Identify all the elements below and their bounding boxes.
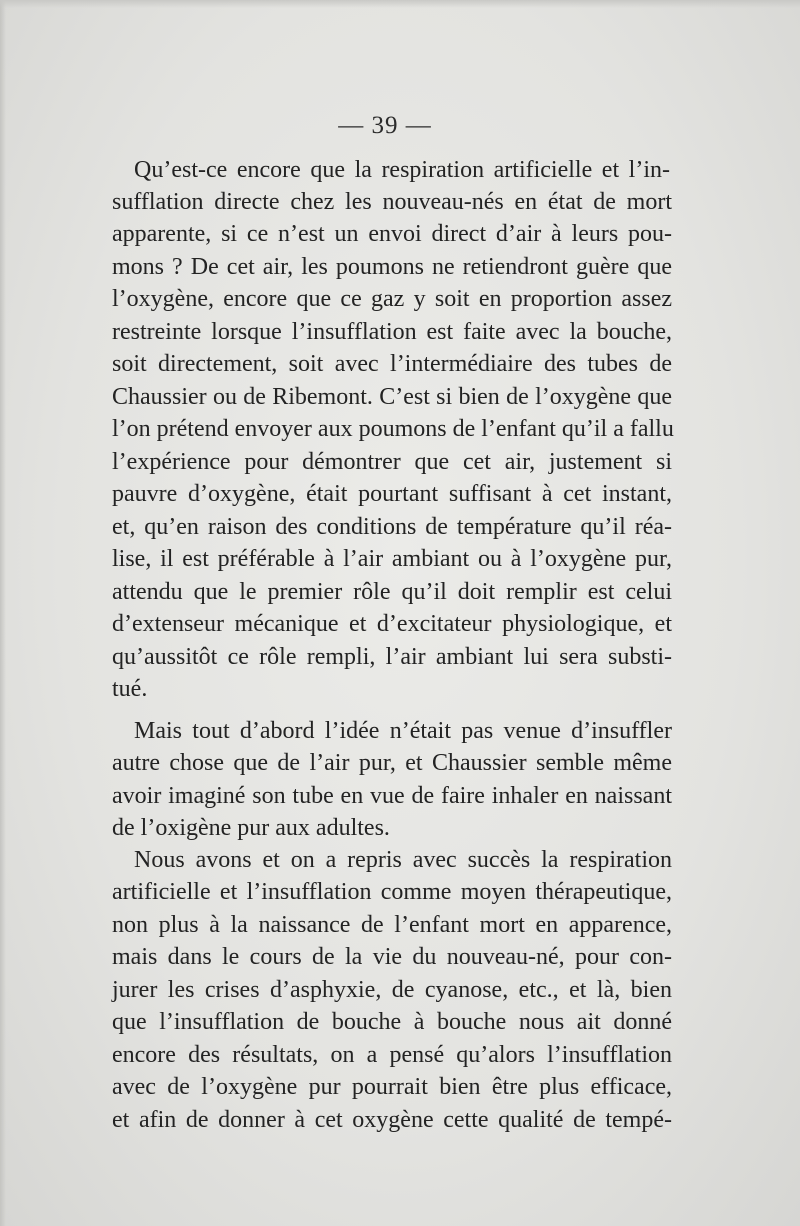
text-line-7: soit directement, soit avec l’intermédiaire des tubes de (112, 351, 672, 377)
text-line-23: artificielle et l’insufflation comme moyen thérapeutique, (112, 879, 672, 905)
text-line-4: mons ? De cet air, les poumons ne retiendront guère que (112, 254, 672, 280)
text-line-11: pauvre d’oxygène, était pourtant suffisant à cet instant, (112, 481, 672, 507)
text-line-14: attendu que le premier rôle qu’il doit remplir est celui (112, 579, 672, 605)
text-line-12: et, qu’en raison des conditions de température qu’il réa- (112, 514, 672, 540)
text-line-27: que l’insufflation de bouche à bouche nous ait donné (112, 1009, 672, 1035)
text-line-25: mais dans le cours de la vie du nouveau-né, pour con- (112, 944, 672, 970)
text-line-17: tué. (112, 676, 148, 702)
text-line-15: d’extenseur mécanique et d’excitateur physiologique, et (112, 611, 672, 637)
text-line-2: sufflation directe chez les nouveau-nés en état de mort (112, 189, 672, 215)
text-line-3: apparente, si ce n’est un envoi direct d’air à leurs pou- (112, 221, 672, 247)
text-line-1: Qu’est-ce encore que la respiration artificielle et l’in- (134, 157, 670, 183)
text-line-5: l’oxygène, encore que ce gaz y soit en proportion assez (112, 286, 672, 312)
text-line-9: l’on prétend envoyer aux poumons de l’enfant qu’il a fallu (112, 416, 674, 442)
text-line-16: qu’aussitôt ce rôle rempli, l’air ambiant lui sera substi- (112, 644, 672, 670)
text-line-20: avoir imaginé son tube en vue de faire inhaler en naissant (112, 783, 672, 809)
text-line-30: et afin de donner à cet oxygène cette qualité de tempé- (112, 1107, 672, 1133)
text-line-26: jurer les crises d’asphyxie, de cyanose, etc., et là, bien (112, 977, 672, 1003)
text-line-8: Chaussier ou de Ribemont. C’est si bien de l’oxygène que (112, 384, 672, 410)
page-edge-shadow-left (0, 0, 6, 1226)
text-line-13: lise, il est préférable à l’air ambiant ou à l’oxygène pur, (112, 546, 672, 572)
text-line-22: Nous avons et on a repris avec succès la respiration (134, 847, 672, 873)
text-line-6: restreinte lorsque l’insufflation est faite avec la bouche, (112, 319, 672, 345)
page-edge-shadow-top (0, 0, 800, 8)
text-line-10: l’expérience pour démontrer que cet air, justement si (112, 449, 672, 475)
page-number: — 39 — (338, 112, 432, 139)
text-line-28: encore des résultats, on a pensé qu’alors l’insufflation (112, 1042, 672, 1068)
text-line-24: non plus à la naissance de l’enfant mort en apparence, (112, 912, 672, 938)
text-line-18: Mais tout d’abord l’idée n’était pas venue d’insuffler (134, 718, 672, 744)
text-line-21: de l’oxigène pur aux adultes. (112, 815, 390, 841)
text-line-29: avec de l’oxygène pur pourrait bien être plus efficace, (112, 1074, 672, 1100)
text-line-19: autre chose que de l’air pur, et Chaussier semble même (112, 750, 672, 776)
